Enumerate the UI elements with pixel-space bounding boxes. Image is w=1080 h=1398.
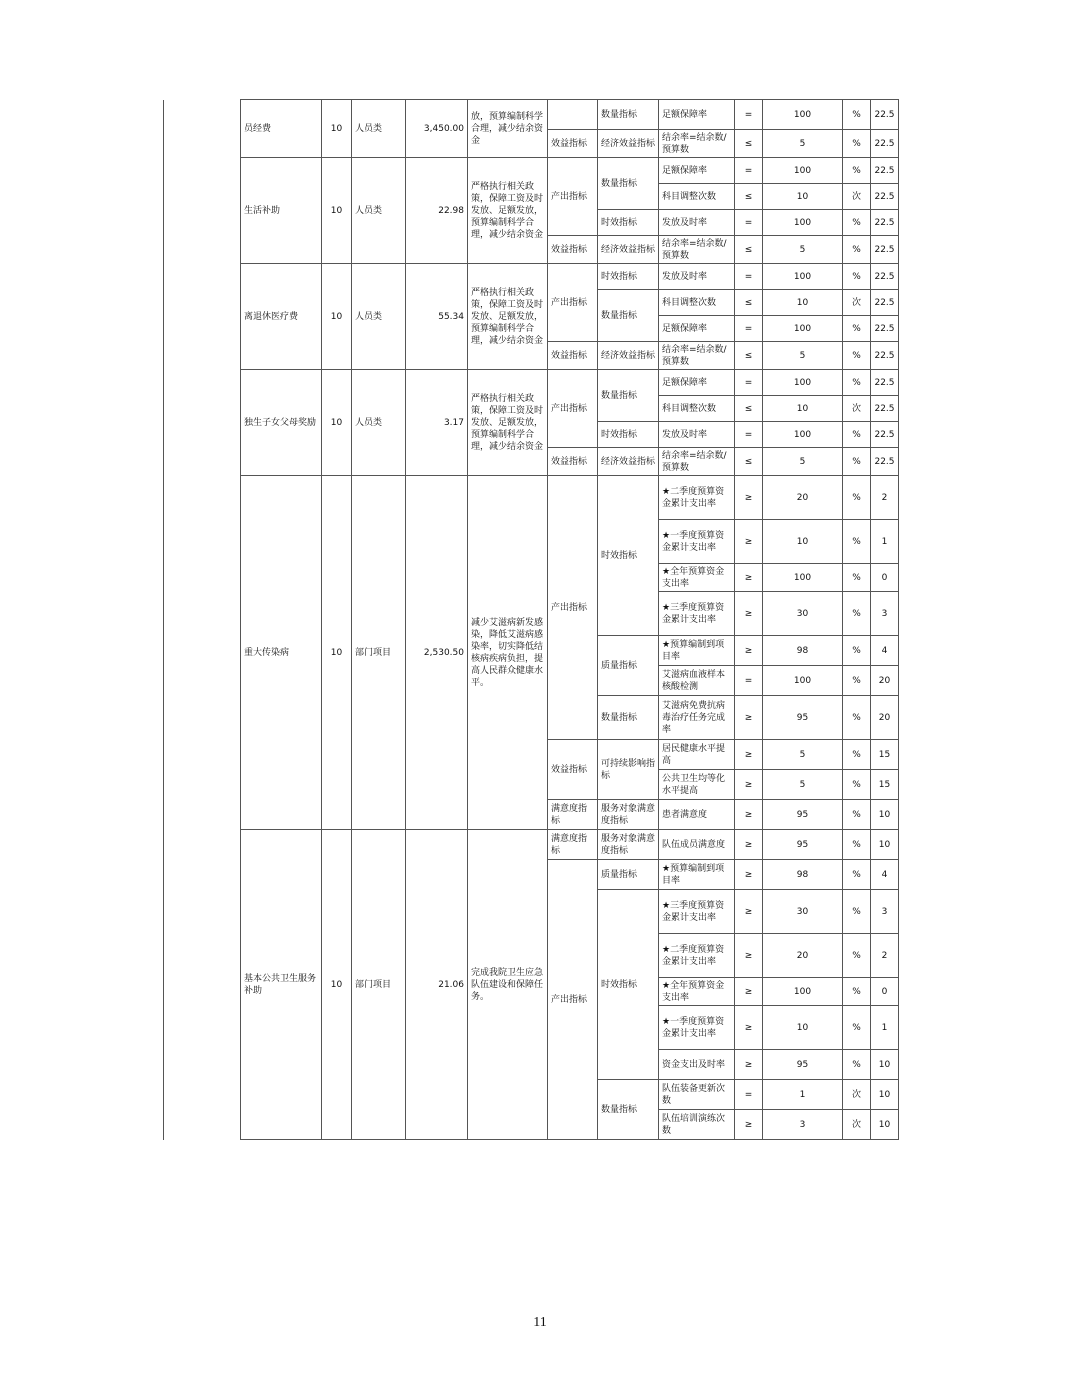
project-name: 重大传染病 — [241, 476, 322, 830]
indicator-operator: ≥ — [735, 800, 763, 830]
indicator-score: 10 — [871, 1080, 899, 1110]
indicator-operator: ≥ — [735, 770, 763, 800]
indicator-name: ★全年预算资金支出率 — [659, 564, 735, 592]
indicator-unit: % — [843, 448, 871, 476]
level1-indicator: 产出指标 — [548, 860, 598, 1140]
indicator-operator: ≥ — [735, 1050, 763, 1080]
indicator-name: 发放及时率 — [659, 210, 735, 236]
indicator-operator: = — [735, 1080, 763, 1110]
indicator-unit: % — [843, 158, 871, 184]
indicator-score: 15 — [871, 770, 899, 800]
indicator-operator: ≤ — [735, 290, 763, 316]
indicator-name: 居民健康水平提高 — [659, 740, 735, 770]
project-name: 基本公共卫生服务补助 — [241, 830, 322, 1140]
indicator-unit: 次 — [843, 1080, 871, 1110]
indicator-operator: = — [735, 100, 763, 130]
indicator-name: ★三季度预算资金累计支出率 — [659, 592, 735, 636]
indicator-unit: % — [843, 236, 871, 264]
indicator-name: ★三季度预算资金累计支出率 — [659, 890, 735, 934]
indicator-target: 10 — [763, 184, 843, 210]
indicator-target: 5 — [763, 448, 843, 476]
indicator-unit: % — [843, 830, 871, 860]
indicator-name: 结余率=结余数/预算数 — [659, 130, 735, 158]
indicator-operator: ≤ — [735, 342, 763, 370]
project-weight: 10 — [322, 158, 352, 264]
project-category: 部门项目 — [352, 476, 406, 830]
indicator-operator: = — [735, 210, 763, 236]
indicator-target: 100 — [763, 210, 843, 236]
project-name: 独生子女父母奖励 — [241, 370, 322, 476]
project-goal: 严格执行相关政策，保障工资及时发放、足额发放，预算编制科学合理，减少结余资金 — [468, 158, 548, 264]
indicator-target: 3 — [763, 1110, 843, 1140]
indicator-operator: ≥ — [735, 978, 763, 1006]
indicator-name: ★预算编制到项目率 — [659, 636, 735, 666]
project-category: 部门项目 — [352, 830, 406, 1140]
indicator-score: 4 — [871, 860, 899, 890]
level2-indicator: 经济效益指标 — [598, 448, 659, 476]
left-margin-cell — [164, 100, 241, 1140]
indicator-unit: % — [843, 740, 871, 770]
indicator-unit: % — [843, 978, 871, 1006]
project-weight: 10 — [322, 370, 352, 476]
project-amount: 22.98 — [406, 158, 468, 264]
performance-table — [163, 99, 899, 1140]
indicator-score: 15 — [871, 740, 899, 770]
project-goal: 严格执行相关政策，保障工资及时发放、足额发放，预算编制科学合理，减少结余资金 — [468, 370, 548, 476]
indicator-target: 20 — [763, 934, 843, 978]
indicator-operator: = — [735, 666, 763, 696]
indicator-target: 95 — [763, 1050, 843, 1080]
indicator-target: 5 — [763, 770, 843, 800]
indicator-operator: ≥ — [735, 1110, 763, 1140]
indicator-unit: % — [843, 422, 871, 448]
indicator-score: 20 — [871, 696, 899, 740]
indicator-target: 100 — [763, 158, 843, 184]
project-category: 人员类 — [352, 370, 406, 476]
indicator-score: 0 — [871, 978, 899, 1006]
level2-indicator: 数量指标 — [598, 100, 659, 130]
project-weight: 10 — [322, 100, 352, 158]
indicator-name: 发放及时率 — [659, 264, 735, 290]
indicator-operator: = — [735, 422, 763, 448]
indicator-name: 队伍装备更新次数 — [659, 1080, 735, 1110]
level2-indicator: 质量指标 — [598, 860, 659, 890]
level1-indicator: 效益指标 — [548, 448, 598, 476]
indicator-target: 95 — [763, 696, 843, 740]
indicator-operator: = — [735, 316, 763, 342]
indicator-name: 足额保障率 — [659, 100, 735, 130]
project-amount: 2,530.50 — [406, 476, 468, 830]
indicator-target: 5 — [763, 740, 843, 770]
indicator-score: 10 — [871, 800, 899, 830]
indicator-unit: % — [843, 476, 871, 520]
level2-indicator: 数量指标 — [598, 158, 659, 210]
indicator-operator: ≥ — [735, 740, 763, 770]
indicator-operator: ≥ — [735, 934, 763, 978]
project-weight: 10 — [322, 830, 352, 1140]
indicator-score: 1 — [871, 1006, 899, 1050]
indicator-unit: % — [843, 890, 871, 934]
level2-indicator: 时效指标 — [598, 422, 659, 448]
project-weight: 10 — [322, 264, 352, 370]
indicator-operator: = — [735, 264, 763, 290]
indicator-name: 患者满意度 — [659, 800, 735, 830]
indicator-score: 10 — [871, 830, 899, 860]
indicator-target: 5 — [763, 342, 843, 370]
project-category: 人员类 — [352, 264, 406, 370]
indicator-operator: ≥ — [735, 564, 763, 592]
level2-indicator: 数量指标 — [598, 1080, 659, 1140]
level2-indicator: 数量指标 — [598, 696, 659, 740]
project-goal: 严格执行相关政策，保障工资及时发放、足额发放，预算编制科学合理，减少结余资金 — [468, 264, 548, 370]
indicator-score: 22.5 — [871, 236, 899, 264]
indicator-unit: % — [843, 520, 871, 564]
level1-indicator: 满意度指标 — [548, 800, 598, 830]
indicator-name: ★一季度预算资金累计支出率 — [659, 520, 735, 564]
indicator-score: 22.5 — [871, 264, 899, 290]
level2-indicator: 时效指标 — [598, 476, 659, 636]
indicator-target: 5 — [763, 130, 843, 158]
indicator-target: 100 — [763, 370, 843, 396]
indicator-operator: ≥ — [735, 696, 763, 740]
indicator-unit: % — [843, 370, 871, 396]
indicator-score: 22.5 — [871, 342, 899, 370]
indicator-unit: % — [843, 1006, 871, 1050]
indicator-name: 队伍培训演练次数 — [659, 1110, 735, 1140]
indicator-name: 队伍成员满意度 — [659, 830, 735, 860]
project-amount: 3.17 — [406, 370, 468, 476]
indicator-name: 结余率=结余数/预算数 — [659, 448, 735, 476]
level1-indicator — [548, 100, 598, 130]
indicator-name: 科目调整次数 — [659, 290, 735, 316]
indicator-name: 结余率=结余数/预算数 — [659, 236, 735, 264]
level2-indicator: 数量指标 — [598, 290, 659, 342]
level2-indicator: 经济效益指标 — [598, 236, 659, 264]
indicator-operator: = — [735, 158, 763, 184]
indicator-target: 100 — [763, 564, 843, 592]
indicator-target: 95 — [763, 800, 843, 830]
indicator-target: 100 — [763, 978, 843, 1006]
indicator-score: 10 — [871, 1110, 899, 1140]
indicator-target: 10 — [763, 290, 843, 316]
indicator-name: ★一季度预算资金累计支出率 — [659, 1006, 735, 1050]
indicator-unit: % — [843, 770, 871, 800]
indicator-name: 发放及时率 — [659, 422, 735, 448]
page-number: 11 — [533, 1315, 547, 1330]
indicator-score: 22.5 — [871, 448, 899, 476]
indicator-score: 22.5 — [871, 316, 899, 342]
indicator-target: 100 — [763, 100, 843, 130]
level2-indicator: 经济效益指标 — [598, 130, 659, 158]
indicator-unit: % — [843, 696, 871, 740]
indicator-operator: ≥ — [735, 476, 763, 520]
indicator-operator: ≤ — [735, 448, 763, 476]
indicator-operator: ≥ — [735, 830, 763, 860]
indicator-operator: = — [735, 370, 763, 396]
indicator-target: 10 — [763, 1006, 843, 1050]
indicator-operator: ≥ — [735, 592, 763, 636]
indicator-unit: 次 — [843, 1110, 871, 1140]
level2-indicator: 经济效益指标 — [598, 342, 659, 370]
indicator-operator: ≤ — [735, 184, 763, 210]
indicator-operator: ≥ — [735, 890, 763, 934]
indicator-score: 0 — [871, 564, 899, 592]
indicator-unit: % — [843, 264, 871, 290]
indicator-name: 科目调整次数 — [659, 396, 735, 422]
indicator-score: 22.5 — [871, 210, 899, 236]
level2-indicator: 时效指标 — [598, 890, 659, 1080]
indicator-target: 98 — [763, 860, 843, 890]
indicator-name: ★二季度预算资金累计支出率 — [659, 476, 735, 520]
indicator-unit: % — [843, 210, 871, 236]
level2-indicator: 时效指标 — [598, 210, 659, 236]
project-goal: 完成我院卫生应急队伍建设和保障任务。 — [468, 830, 548, 1140]
indicator-target: 100 — [763, 316, 843, 342]
indicator-name: 公共卫生均等化水平提高 — [659, 770, 735, 800]
indicator-unit: 次 — [843, 184, 871, 210]
indicator-target: 95 — [763, 830, 843, 860]
indicator-score: 22.5 — [871, 158, 899, 184]
level2-indicator: 数量指标 — [598, 370, 659, 422]
indicator-unit: % — [843, 800, 871, 830]
project-amount: 21.06 — [406, 830, 468, 1140]
indicator-name: 结余率=结余数/预算数 — [659, 342, 735, 370]
indicator-unit: % — [843, 100, 871, 130]
project-name: 员经费 — [241, 100, 322, 158]
indicator-unit: % — [843, 636, 871, 666]
indicator-target: 1 — [763, 1080, 843, 1110]
level2-indicator: 服务对象满意度指标 — [598, 800, 659, 830]
indicator-unit: % — [843, 934, 871, 978]
indicator-name: 艾滋病血液样本核酸检测 — [659, 666, 735, 696]
indicator-score: 22.5 — [871, 370, 899, 396]
indicator-operator: ≤ — [735, 396, 763, 422]
indicator-operator: ≤ — [735, 130, 763, 158]
indicator-target: 20 — [763, 476, 843, 520]
indicator-unit: % — [843, 316, 871, 342]
level2-indicator: 质量指标 — [598, 636, 659, 696]
level1-indicator: 产出指标 — [548, 476, 598, 740]
indicator-score: 22.5 — [871, 422, 899, 448]
indicator-name: 艾滋病免费抗病毒治疗任务完成率 — [659, 696, 735, 740]
indicator-unit: % — [843, 1050, 871, 1080]
indicator-target: 30 — [763, 890, 843, 934]
indicator-name: ★预算编制到项目率 — [659, 860, 735, 890]
indicator-name: 足额保障率 — [659, 370, 735, 396]
indicator-unit: % — [843, 666, 871, 696]
indicator-score: 20 — [871, 666, 899, 696]
level2-indicator: 服务对象满意度指标 — [598, 830, 659, 860]
level1-indicator: 效益指标 — [548, 740, 598, 800]
indicator-score: 2 — [871, 934, 899, 978]
level2-indicator: 可持续影响指标 — [598, 740, 659, 800]
indicator-target: 10 — [763, 396, 843, 422]
level1-indicator: 产出指标 — [548, 158, 598, 236]
indicator-unit: % — [843, 860, 871, 890]
indicator-operator: ≥ — [735, 860, 763, 890]
indicator-name: 科目调整次数 — [659, 184, 735, 210]
project-category: 人员类 — [352, 100, 406, 158]
level1-indicator: 产出指标 — [548, 370, 598, 448]
level1-indicator: 产出指标 — [548, 264, 598, 342]
indicator-unit: % — [843, 342, 871, 370]
indicator-unit: 次 — [843, 396, 871, 422]
indicator-target: 98 — [763, 636, 843, 666]
indicator-name: ★二季度预算资金累计支出率 — [659, 934, 735, 978]
indicator-unit: % — [843, 592, 871, 636]
indicator-name: 足额保障率 — [659, 316, 735, 342]
level1-indicator: 效益指标 — [548, 130, 598, 158]
indicator-score: 22.5 — [871, 396, 899, 422]
level1-indicator: 满意度指标 — [548, 830, 598, 860]
indicator-score: 22.5 — [871, 290, 899, 316]
indicator-target: 10 — [763, 520, 843, 564]
indicator-score: 22.5 — [871, 130, 899, 158]
indicator-operator: ≥ — [735, 1006, 763, 1050]
project-amount: 3,450.00 — [406, 100, 468, 158]
level2-indicator: 时效指标 — [598, 264, 659, 290]
indicator-unit: % — [843, 130, 871, 158]
indicator-operator: ≥ — [735, 520, 763, 564]
indicator-score: 22.5 — [871, 184, 899, 210]
indicator-unit: % — [843, 564, 871, 592]
project-goal: 放，预算编制科学合理，减少结余资金 — [468, 100, 548, 158]
project-goal: 减少艾滋病新发感染，降低艾滋病感染率，切实降低结核病疾病负担，提高人民群众健康水平。 — [468, 476, 548, 830]
project-weight: 10 — [322, 476, 352, 830]
indicator-operator: ≤ — [735, 236, 763, 264]
indicator-score: 1 — [871, 520, 899, 564]
indicator-target: 100 — [763, 666, 843, 696]
indicator-target: 100 — [763, 422, 843, 448]
indicator-unit: 次 — [843, 290, 871, 316]
indicator-score: 22.5 — [871, 100, 899, 130]
level1-indicator: 效益指标 — [548, 342, 598, 370]
indicator-name: ★全年预算资金支出率 — [659, 978, 735, 1006]
indicator-operator: ≥ — [735, 636, 763, 666]
project-amount: 55.34 — [406, 264, 468, 370]
indicator-target: 100 — [763, 264, 843, 290]
indicator-name: 足额保障率 — [659, 158, 735, 184]
level1-indicator: 效益指标 — [548, 236, 598, 264]
indicator-score: 3 — [871, 592, 899, 636]
project-name: 离退休医疗费 — [241, 264, 322, 370]
indicator-score: 10 — [871, 1050, 899, 1080]
indicator-target: 30 — [763, 592, 843, 636]
project-name: 生活补助 — [241, 158, 322, 264]
indicator-score: 2 — [871, 476, 899, 520]
indicator-score: 3 — [871, 890, 899, 934]
indicator-target: 5 — [763, 236, 843, 264]
indicator-score: 4 — [871, 636, 899, 666]
indicator-name: 资金支出及时率 — [659, 1050, 735, 1080]
project-category: 人员类 — [352, 158, 406, 264]
